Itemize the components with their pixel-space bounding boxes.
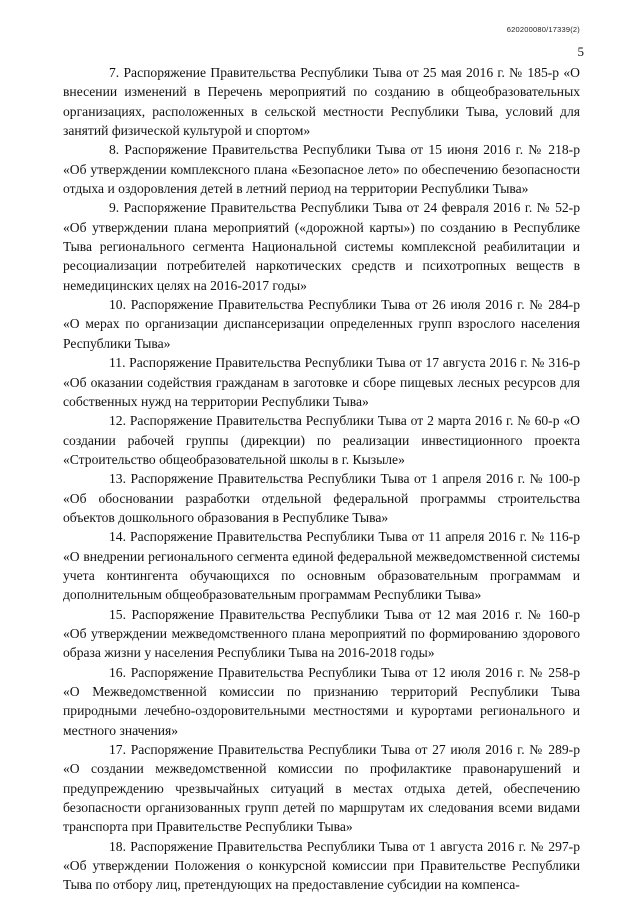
list-item-13: 13. Распоряжение Правительства Республики Тыва от 1 апреля 2016 г. № 100-р «Об обосновании разработки отдельной федеральной программы строительства объектов дошкольного образования в Республике Тыва» xyxy=(63,471,580,525)
list-item-8: 8. Распоряжение Правительства Республики Тыва от 15 июня 2016 г. № 218-р «Об утверждении комплексного плана «Безопасное лето» по обеспечению безопасности отдыха и оздоровления детей в летний период на территории Республики Тыва» xyxy=(63,142,580,197)
list-item-17: 17. Распоряжение Правительства Республики Тыва от 27 июля 2016 г. № 289-р «О создании межведомственной комиссии по профилактике правонарушений и предупреждению чрезвычайных ситуаций в местах отдыха детей, обеспечению безопасности организованных групп детей по маршрутам их следования всеми видами транспорта при Правительстве Республики Тыва» xyxy=(63,742,580,835)
list-item-7: 7. Распоряжение Правительства Республики Тыва от 25 мая 2016 г. № 185-р «О внесении изменений в Перечень мероприятий по созданию в общеобразовательных организациях, расположенных в сельской местности Республики Тыва, условий для занятий физической культурой и спортом» xyxy=(63,65,580,139)
list-item-10: 10. Распоряжение Правительства Республики Тыва от 26 июля 2016 г. № 284-р «О мерах по организации диспансеризации определенных групп взрослого населения Республики Тыва» xyxy=(63,297,580,351)
document-body xyxy=(63,63,580,895)
list-item-16: 16. Распоряжение Правительства Республики Тыва от 12 июля 2016 г. № 258-р «О Межведомственной комиссии по признанию территорий Республики Тыва природными лечебно-оздоровительными местностями и курортами регионального и местного значения» xyxy=(63,664,580,738)
page-number: 5 xyxy=(577,44,584,59)
list-item-18: 18. Распоряжение Правительства Республики Тыва от 1 августа 2016 г. № 297-р «Об утверждении Положения о конкурсной комиссии при Правительстве Республики Тыва по отбору лиц, претендующих на предоставление субсидии на компенса- xyxy=(63,838,580,893)
document-code: 620200080/17339(2) xyxy=(506,25,580,34)
list-item-14: 14. Распоряжение Правительства Республики Тыва от 11 апреля 2016 г. № 116-р «О внедрении регионального сегмента единой федеральной межведомственной системы учета контингента обучающихся по основным образовательным программам и дополнительным общеобразовательным программам Республики Тыва» xyxy=(63,529,580,603)
list-item-11: 11. Распоряжение Правительства Республики Тыва от 17 августа 2016 г. № 316-р «Об оказании содействия гражданам в заготовке и сборе пищевых лесных ресурсов для собственных нужд на территории Республики Тыва» xyxy=(63,355,580,409)
list-item-12: 12. Распоряжение Правительства Республики Тыва от 2 марта 2016 г. № 60-р «О создании рабочей группы (дирекции) по реализации инвестиционного проекта «Строительство общеобразовательной школы в г. Кызыле» xyxy=(63,413,580,467)
list-item-9: 9. Распоряжение Правительства Республики Тыва от 24 февраля 2016 г. № 52-р «Об утверждении плана мероприятий («дорожной карты») по созданию в Республике Тыва регионального сегмента Национальной системы комплексной реабилитации и ресоциализации потребителей наркотических средств и психотропных веществ в немедицинских целях на 2016-2017 годы» xyxy=(63,200,580,293)
list-item-15: 15. Распоряжение Правительства Республики Тыва от 12 мая 2016 г. № 160-р «Об утверждении межведомственного плана мероприятий по формированию здорового образа жизни у населения Республики Тыва на 2016-2018 годы» xyxy=(63,606,580,661)
